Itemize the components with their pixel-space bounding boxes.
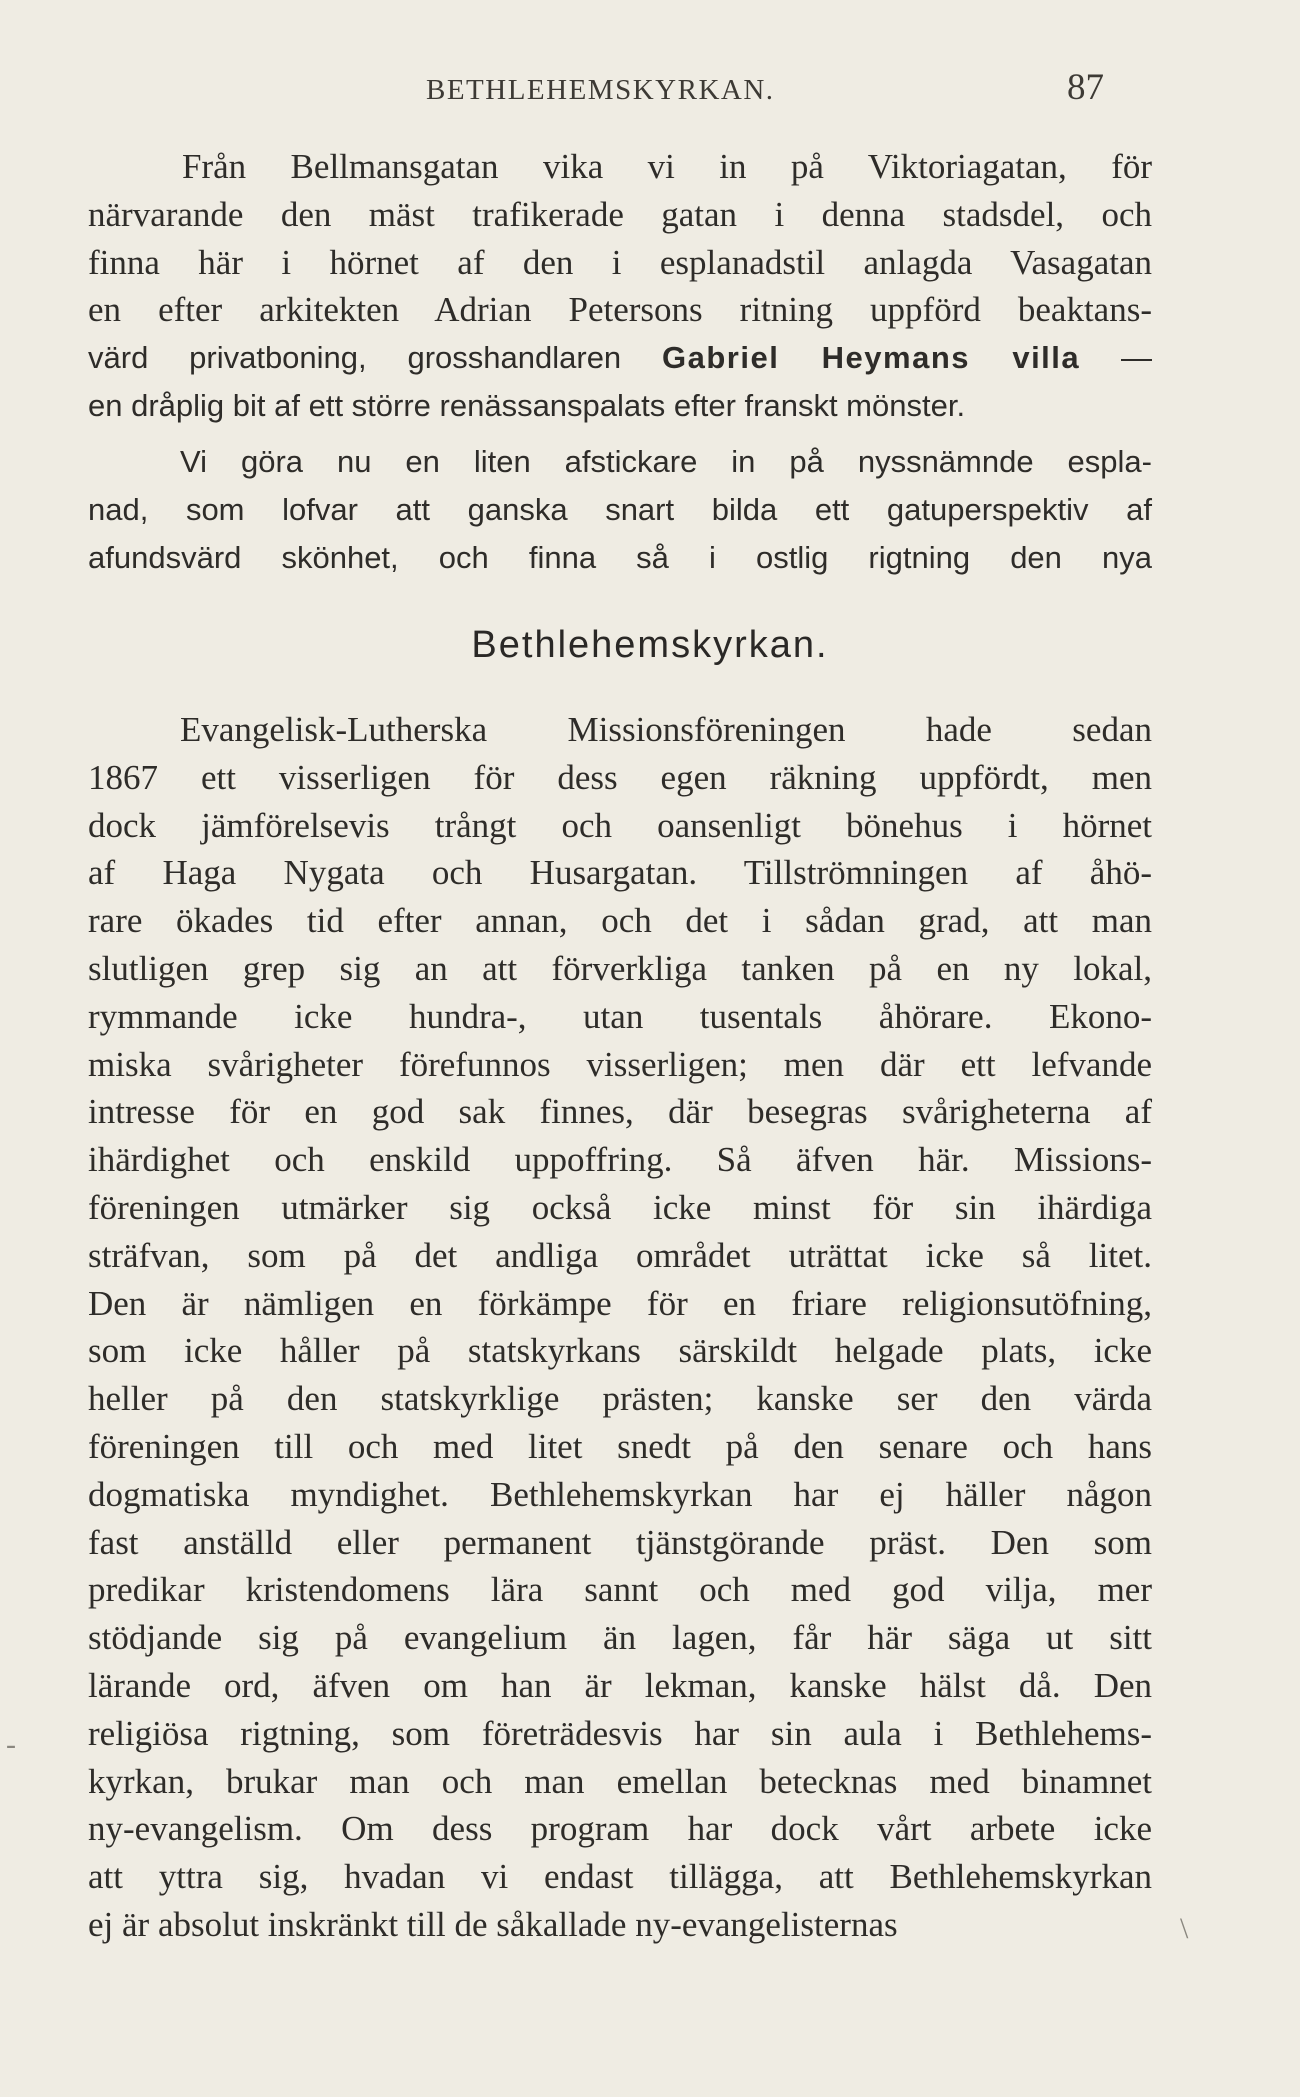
text-line: af Haga Nygata och Husargatan. Tillströmningen af åhö- bbox=[88, 853, 1152, 893]
paragraph-missionsforeningen bbox=[88, 706, 1152, 1949]
text-line: religiösa rigtning, som företrädesvis har sin aula i Bethlehems- bbox=[88, 1713, 1152, 1753]
paragraph-esplanad bbox=[88, 438, 1152, 581]
text-line: afundsvärd skönhet, och finna så i ostlig rigtning den nya bbox=[88, 539, 1152, 575]
text-line-with-bold bbox=[88, 334, 1152, 382]
text-line: ej är absolut inskränkt till de såkallade ny-evangelisternas bbox=[88, 1904, 898, 1944]
text-line: heller på den statskyrklige prästen; kanske ser den värda bbox=[88, 1379, 1152, 1419]
text-line: nad, som lofvar att ganska snart bilda ett gatuperspektiv af bbox=[88, 491, 1152, 527]
text-line: finna här i hörnet af den i esplanadstil anlagda Vasagatan bbox=[88, 242, 1152, 282]
text-line: 1867 ett visserligen för dess egen räkning uppfördt, men bbox=[88, 757, 1152, 797]
text-line: rare ökades tid efter annan, och det i sådan grad, att man bbox=[88, 901, 1152, 941]
text-line: Evangelisk-Lutherska Missionsföreningen hade sedan bbox=[180, 710, 1152, 749]
text-line: närvarande den mäst trafikerade gatan i denna stadsdel, och bbox=[88, 194, 1152, 234]
text-line: dock jämförelsevis trångt och oansenligt bönehus i hörnet bbox=[88, 805, 1152, 845]
text-line: intresse för en god sak finnes, där besegras svårigheterna af bbox=[88, 1092, 1152, 1132]
text-line: predikar kristendomens lära sannt och med god vilja, mer bbox=[88, 1570, 1152, 1610]
text-line: fast anställd eller permanent tjänstgörande präst. Den som bbox=[88, 1522, 1152, 1562]
margin-mark-right: \ bbox=[1180, 1912, 1189, 1945]
text-line: en efter arkitekten Adrian Petersons ritning uppförd beaktans- bbox=[88, 290, 1152, 330]
text-line: att yttra sig, hvadan vi endast tillägga, att Bethlehemskyrkan bbox=[88, 1857, 1152, 1897]
text-line: föreningen till och med litet snedt på den senare och hans bbox=[88, 1426, 1152, 1466]
paragraph-villa bbox=[88, 143, 1152, 430]
text-line: Den är nämligen en förkämpe för en friare religionsutöfning, bbox=[88, 1283, 1152, 1323]
text-line: sträfvan, som på det andliga området uträttat icke så litet. bbox=[88, 1235, 1152, 1275]
text-line: som icke håller på statskyrkans särskildt helgade plats, icke bbox=[88, 1331, 1152, 1371]
text-line: slutligen grep sig an att förverkliga tanken på en ny lokal, bbox=[88, 948, 1152, 988]
page-number: 87 bbox=[1067, 67, 1104, 108]
text-line: Från Bellmansgatan vika vi in på Viktoriagatan, för bbox=[182, 147, 1152, 186]
margin-mark-left: - bbox=[6, 1728, 16, 1761]
text-run: — bbox=[1080, 340, 1152, 376]
text-line: miska svårigheter förefunnos visserligen; men där ett lefvande bbox=[88, 1044, 1152, 1084]
running-title: BETHLEHEMSKYRKAN. bbox=[426, 74, 775, 106]
text-line: stödjande sig på evangelium än lagen, får här säga ut sitt bbox=[88, 1618, 1152, 1658]
text-run: värd privatboning, grosshandlaren bbox=[88, 340, 662, 376]
text-line: en dråplig bit af ett större renässanspalats efter franskt mönster. bbox=[88, 387, 966, 423]
bold-villa-name: Gabriel Heymans villa bbox=[662, 340, 1081, 376]
text-line: ihärdighet och enskild uppoffring. Så äfven här. Missions- bbox=[88, 1140, 1152, 1180]
text-line: föreningen utmärker sig också icke minst för sin ihärdiga bbox=[88, 1187, 1152, 1227]
text-line: dogmatiska myndighet. Bethlehemskyrkan har ej häller någon bbox=[88, 1474, 1152, 1514]
text-line: kyrkan, brukar man och man emellan betecknas med binamnet bbox=[88, 1761, 1152, 1801]
text-line: Vi göra nu en liten afstickare in på nyssnämnde espla- bbox=[180, 444, 1152, 479]
running-header bbox=[86, 66, 1104, 114]
section-heading: Bethlehemskyrkan. bbox=[471, 624, 829, 666]
text-line: ny-evangelism. Om dess program har dock vårt arbete icke bbox=[88, 1809, 1152, 1849]
text-line: lärande ord, äfven om han är lekman, kanske hälst då. Den bbox=[88, 1665, 1152, 1705]
text-line: rymmande icke hundra-, utan tusentals åhörare. Ekono- bbox=[88, 996, 1152, 1036]
